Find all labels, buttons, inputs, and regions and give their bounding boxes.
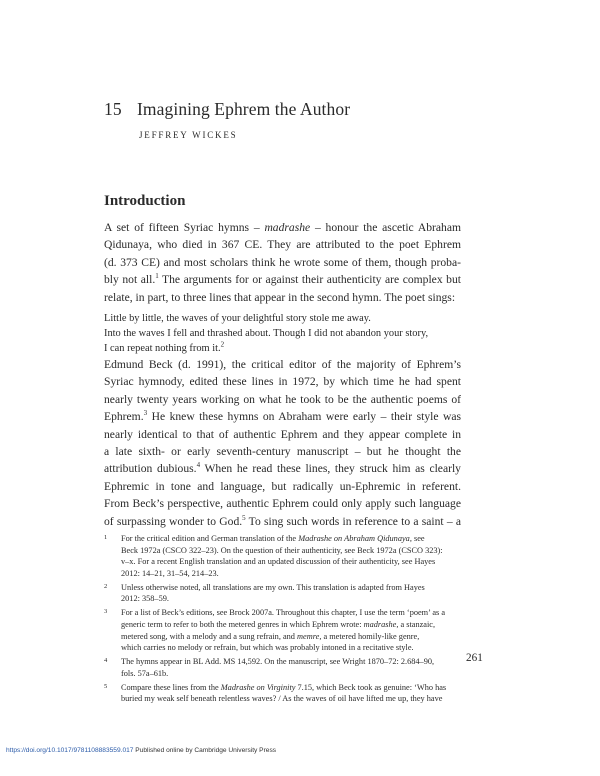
footnote-line: metered song, with a melody and a sung refrain, and memre, a metered homily-like genre,	[121, 631, 420, 641]
body-line: Ephrem.$^3$ He knew these hymns on Abraham were early – their style was	[104, 409, 461, 424]
footnote-number: 4	[104, 657, 108, 665]
body-line: Edmund Beck (d. 1991), the critical editor of the majority of Ephrem’s	[104, 358, 461, 371]
publisher-note: Published online by Cambridge University Press	[133, 747, 277, 754]
footnote-ref[interactable]: 4	[196, 461, 201, 470]
footnote-line: buried my weak self beneath relentless waves? / As the waves of oil have lifted me up, they have	[121, 694, 443, 704]
italic-term: madrashe	[264, 221, 311, 234]
footnote-number: 2	[104, 582, 108, 590]
body-line: Qidunaya, who died in 367 CE. They are attributed to the poet Ephrem	[104, 238, 461, 252]
footnote-ref[interactable]: 1	[155, 272, 159, 281]
footnote-line: 2012: 358–59.	[121, 594, 169, 604]
body-line: attribution dubious.$^4$ When he read these lines, they struck him as clearly	[104, 461, 461, 476]
block-quote	[104, 311, 428, 357]
chapter-number: 15	[104, 99, 122, 119]
body-paragraph-2	[104, 356, 461, 530]
quote-line: Little by little, the waves of your delightful story stole me away.	[104, 313, 371, 324]
footnote-line: The hymns appear in BL Add. MS 14,592. On the manuscript, see Wright 1870–72: 2.684–90,	[121, 657, 435, 667]
section-title: Introduction	[104, 193, 186, 209]
quote-line: Into the waves I fell and thrashed about. Though I did not abandon your story,	[104, 328, 429, 340]
body-line: a late sixth- or early seventh-century manuscript – but he thought the	[104, 444, 461, 458]
footnote-ref[interactable]: 5	[242, 513, 246, 522]
footnote-number: 5	[104, 682, 108, 690]
footnote-4	[104, 656, 461, 679]
footnote-ref[interactable]: 2	[220, 340, 225, 349]
body-line: bly not all.$^1$ The arguments for or against their authenticity are complex but	[104, 272, 461, 287]
body-line: Ephremic in tone and language, but radically un-Ephremic in referent.	[104, 479, 461, 493]
body-line: (d. 373 CE) and most scholars think he wrote some of them, though proba-	[104, 255, 461, 269]
body-line: From Beck’s perspective, authentic Ephrem could only apply such language	[104, 497, 461, 511]
body-line: nearly identical to that of authentic Ephrem and they appear complete in	[104, 427, 461, 441]
footnote-line: Compare these lines from the Madrashe on Virginity 7.15, which Beck took as genuine: ‘Who has	[121, 682, 447, 692]
footnote-number: 1	[104, 534, 108, 541]
footnote-line: 2012: 14–21, 31–54, 214–23.	[121, 568, 219, 578]
footnote-ref[interactable]: 3	[143, 409, 148, 418]
body-line: Syriac hymnody, edited these lines in 1972, by which time he had spent	[104, 375, 461, 389]
chapter-author: JEFFREY WICKES	[139, 130, 238, 140]
body-line: of surpassing wonder to God.$^5$ To sing such words in reference to a saint – a	[104, 513, 461, 528]
body-line: relate, in part, to three lines that appear in the second hymn. The poet sings:	[104, 290, 456, 304]
page-number: 261	[466, 652, 483, 664]
footnote-line: v–x. For a recent English translation and an updated discussion of their authenticity, see Hayes	[121, 557, 436, 567]
publisher-footer	[6, 747, 276, 754]
footnote-2	[104, 582, 461, 605]
footnote-number: 3	[104, 608, 108, 616]
body-paragraph-1	[104, 219, 461, 306]
quote-line: I can repeat nothing from it.$^2$	[104, 340, 225, 355]
footnote-3	[104, 607, 461, 653]
footnote-line: For the critical edition and German translation of the Madrashe on Abraham Qidunaya, see	[121, 534, 425, 543]
footnote-line: Beck 1972a (CSCO 322–23). On the question of their authenticity, see Beck 1972a (CSCO 323):	[121, 545, 443, 555]
footnote-line: which carries no melody or refrain, but which was probably intoned in a recitative style.	[121, 643, 414, 653]
footnote-line: fols. 57a–61b.	[121, 668, 169, 678]
doi-link[interactable]: https://doi.org/10.1017/9781108883559.017	[6, 747, 134, 754]
footnote-line: generic term to refer to both the metered genres in which Ephrem wrote: madrashe, a stanzaic,	[121, 619, 436, 629]
footnote-5	[104, 682, 461, 705]
footnote-line: For a list of Beck’s editions, see Brock 2007a. Throughout this chapter, I use the term ‘poem’ as a	[121, 608, 446, 618]
footnote-1	[104, 533, 461, 579]
chapter-heading	[104, 99, 350, 120]
body-line: A set of fifteen Syriac hymns – madrashe – honour the ascetic Abraham	[104, 221, 461, 234]
body-line: nearly twenty years working on what he took to be the authentic poems of	[104, 392, 461, 406]
chapter-title: Imagining Ephrem the Author	[137, 99, 351, 119]
footnote-line: Unless otherwise noted, all translations are my own. This translation is adapted from Hayes	[121, 582, 425, 592]
footnotes	[104, 533, 461, 707]
